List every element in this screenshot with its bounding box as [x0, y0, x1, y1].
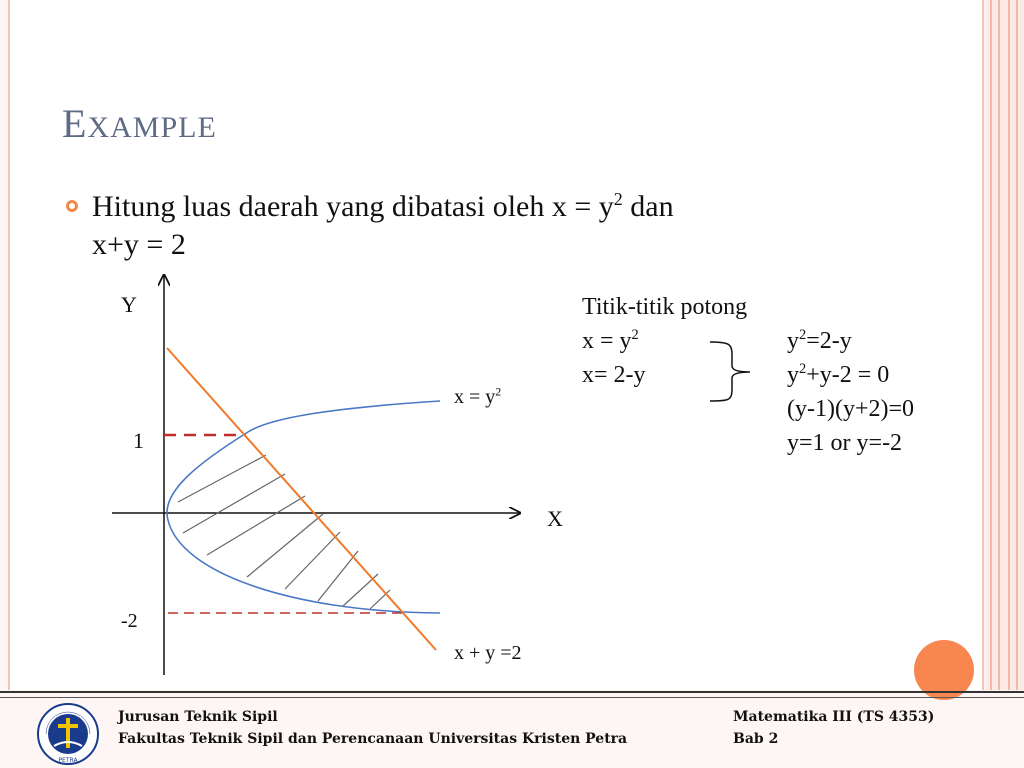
notes-eq1: $x = y^2$ [582, 327, 639, 354]
tick-label-neg2: -2 [121, 610, 138, 632]
footer-chapter: Bab 2 [733, 731, 779, 747]
notes-result1: $y^2=2-y$ [787, 327, 852, 354]
footer-faculty: Fakultas Teknik Sipil dan Perencanaan Universitas Kristen Petra [118, 731, 628, 747]
footer-left [118, 706, 627, 750]
footer-course: Matematika III (TS 4353) [733, 709, 935, 725]
footer-divider-thin [0, 697, 1024, 698]
notes-result4: y=1 or y=-2 [787, 430, 903, 456]
svg-text:PETRA: PETRA [58, 757, 78, 764]
line-x-plus-y [167, 348, 436, 650]
notes-heading: Titik-titik potong [582, 294, 748, 320]
tick-label-1: 1 [133, 428, 144, 453]
curve-label: $x = y^2$ [454, 384, 502, 408]
notes-result2: $y^2+y-2 = 0$ [787, 361, 890, 388]
footer-divider [0, 691, 1024, 693]
footer-right [733, 706, 934, 750]
y-axis-label: Y [121, 292, 137, 317]
footer-dept: Jurusan Teknik Sipil [118, 709, 278, 725]
x-axis-label: X [547, 506, 563, 531]
university-logo [36, 702, 100, 766]
notes-result3: (y-1)(y+2)=0 [787, 396, 915, 422]
notes-eq2: x= 2-y [582, 362, 646, 388]
line-label: x + y =2 [454, 642, 522, 664]
brace-icon [700, 336, 760, 406]
parabola-curve [167, 401, 440, 613]
bullet-text: Hitung luas daerah yang dibatasi oleh $x = y^2$ dan x+y = 2 [92, 189, 674, 261]
slide-title: EXAMPLE [62, 101, 217, 146]
